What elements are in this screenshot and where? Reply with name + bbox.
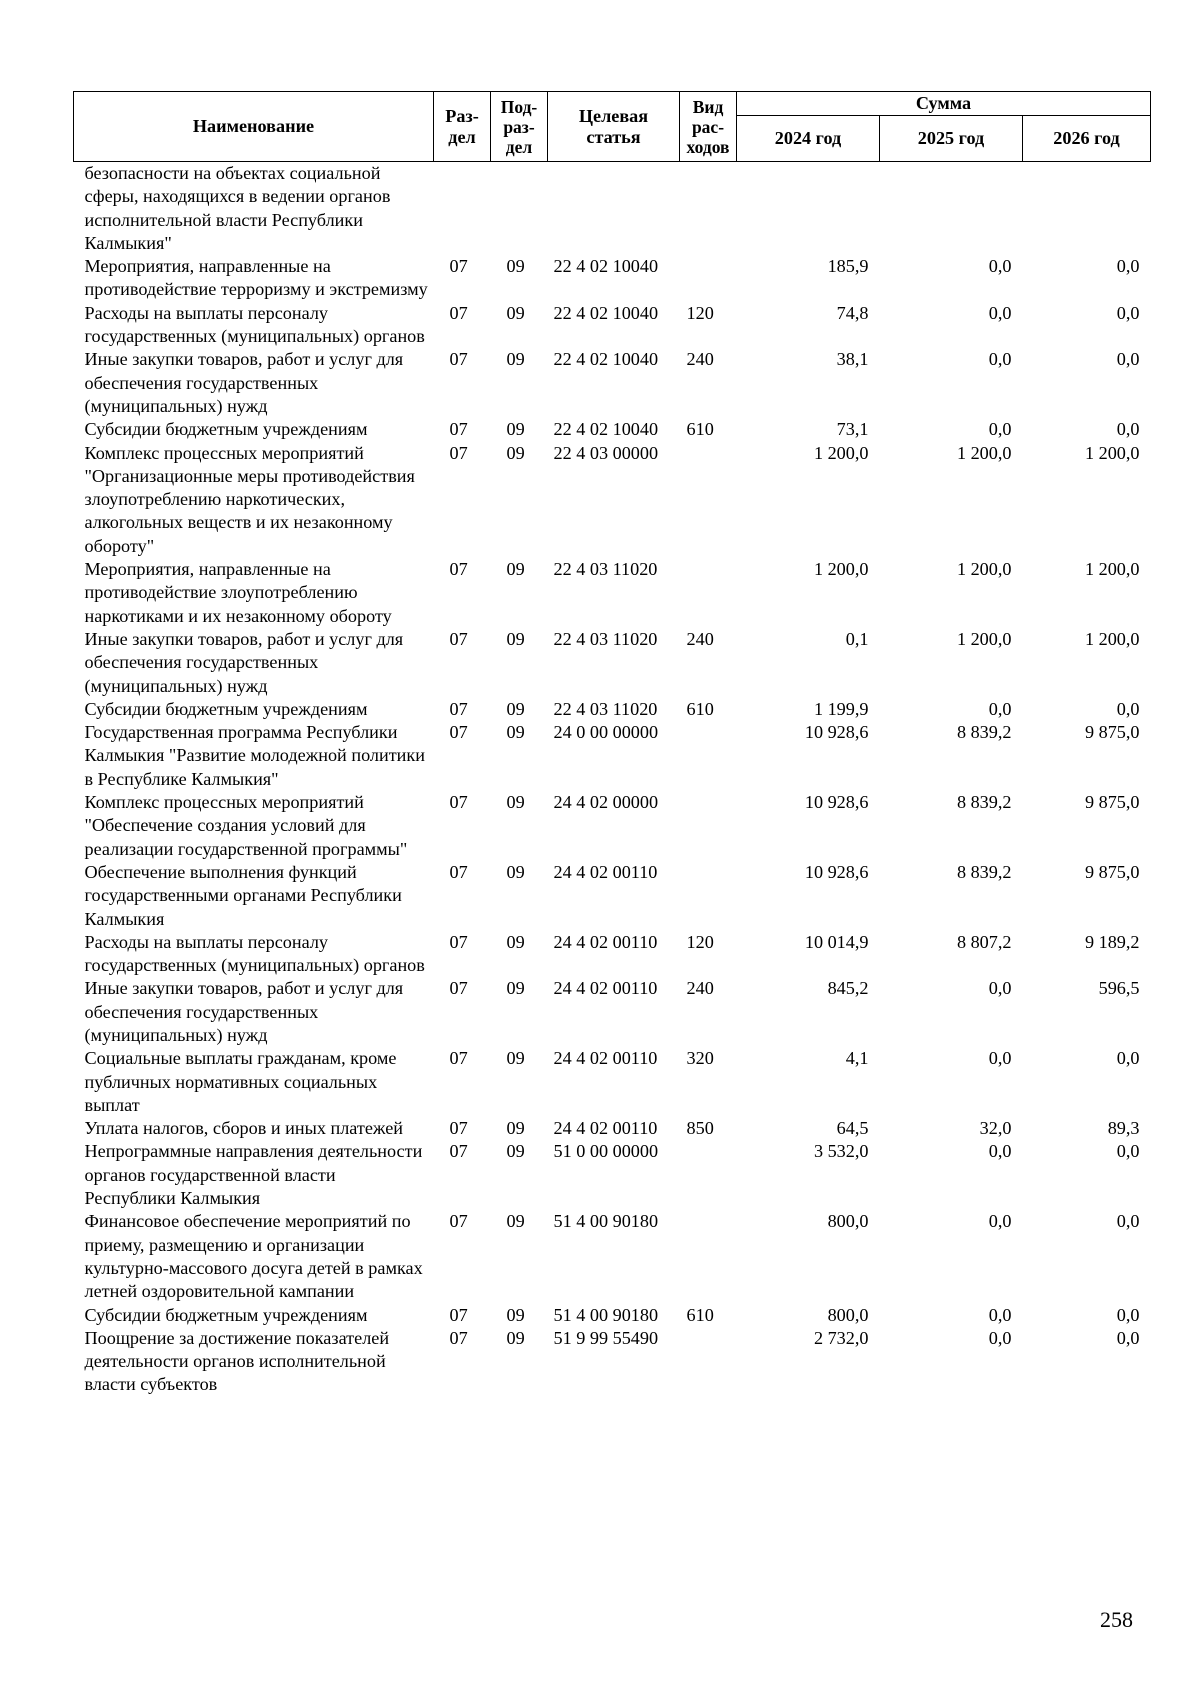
table-row [74,721,1151,791]
cell-2025: 8 839,2 [956,722,1012,743]
cell-2025: 0,0 [988,698,1012,719]
cell-razdel: 07 [449,1211,468,1232]
cell-celevaya-statya: 22 4 03 00000 [553,442,659,463]
table-row [74,162,1151,256]
cell-name: Комплекс процессных мероприятий "Обеспечение создания условий для реализации государственной программы" [84,792,408,859]
table-row [74,1327,1151,1397]
cell-vid-rashodov [680,558,737,628]
table-row [74,628,1151,698]
cell-vid-rashodov: 850 [686,1118,714,1139]
table-row [74,977,1151,1047]
cell-podrazdel: 09 [506,349,525,370]
cell-2024: 0,1 [845,628,869,649]
cell-name: Обеспечение выполнения функций государственными органами Республики Калмыкия [84,861,402,929]
cell-2026: 1 200,0 [1084,442,1140,463]
cell-2025: 8 807,2 [956,931,1012,952]
cell-2026: 0,0 [1116,349,1140,370]
cell-podrazdel: 09 [506,442,525,463]
cell-2024: 73,1 [836,419,869,440]
cell-podrazdel: 09 [506,559,525,580]
cell-razdel: 07 [449,1304,468,1325]
cell-vid-rashodov [680,255,737,302]
table-row [74,348,1151,418]
cell-razdel: 07 [449,1118,468,1139]
cell-razdel: 07 [449,256,468,277]
cell-2024: 74,8 [836,302,869,323]
cell-razdel: 07 [449,628,468,649]
cell-2025: 0,0 [988,1141,1012,1162]
cell-razdel: 07 [449,1327,468,1348]
cell-2026 [1023,162,1151,256]
cell-name: Иные закупки товаров, работ и услуг для обеспечения государственных (муниципальных) нужд [84,628,404,696]
cell-podrazdel [491,162,548,256]
cell-name: Субсидии бюджетным учреждениям [84,419,368,440]
cell-vid-rashodov [680,1327,737,1397]
header-podrazdel: Под- раз- дел [491,92,548,162]
cell-2024: 64,5 [836,1118,869,1139]
cell-celevaya-statya: 24 4 02 00110 [553,1118,658,1139]
cell-2024: 10 928,6 [804,792,869,813]
header-vid-rashodov: Вид рас- ходов [680,92,737,162]
cell-name: Мероприятия, направленные на противодействие злоупотреблению наркотиками и их незаконному обороту [84,559,392,626]
table-row [74,1140,1151,1210]
cell-celevaya-statya: 51 0 00 00000 [553,1141,659,1162]
cell-vid-rashodov: 120 [686,302,714,323]
cell-2026: 89,3 [1107,1118,1140,1139]
cell-name: Расходы на выплаты персоналу государственных (муниципальных) органов [84,302,425,347]
cell-name: Субсидии бюджетным учреждениям [84,698,368,719]
cell-celevaya-statya: 51 4 00 90180 [553,1304,659,1325]
cell-podrazdel: 09 [506,861,525,882]
cell-2026: 0,0 [1116,1327,1140,1348]
cell-2025: 8 839,2 [956,792,1012,813]
document-page [73,91,1150,1397]
cell-podrazdel: 09 [506,1327,525,1348]
cell-celevaya-statya: 24 0 00 00000 [553,722,659,743]
cell-celevaya-statya: 24 4 02 00110 [553,931,658,952]
cell-2025: 0,0 [988,1211,1012,1232]
cell-2024: 10 928,6 [804,861,869,882]
cell-vid-rashodov: 240 [686,349,714,370]
cell-celevaya-statya: 22 4 02 10040 [553,256,659,277]
table-row [74,698,1151,721]
cell-2026: 0,0 [1116,302,1140,323]
table-row [74,255,1151,302]
cell-razdel: 07 [449,722,468,743]
cell-name: Финансовое обеспечение мероприятий по приему, размещению и организации культурно-массового досуга детей в рамках летней оздоровительной кампании [84,1211,423,1302]
cell-podrazdel: 09 [506,302,525,323]
cell-celevaya-statya: 24 4 02 00110 [553,1048,658,1069]
table-row [74,861,1151,931]
cell-celevaya-statya: 22 4 02 10040 [553,419,659,440]
cell-vid-rashodov: 320 [686,1048,714,1069]
cell-2024 [737,162,880,256]
cell-2025: 0,0 [988,349,1012,370]
table-row [74,791,1151,861]
cell-name: Государственная программа Республики Калмыкия "Развитие молодежной политики в Республике Калмыкия" [84,722,425,789]
cell-2024: 2 732,0 [813,1327,869,1348]
cell-vid-rashodov [680,721,737,791]
table-row [74,558,1151,628]
header-celevaya-statya: Целевая статья [548,92,680,162]
cell-name: безопасности на объектах социальной сферы, находящихся в ведении органов исполнительной власти Республики Калмыкия" [84,163,391,253]
cell-2026: 9 189,2 [1084,931,1140,952]
cell-2026: 9 875,0 [1084,722,1140,743]
cell-2025: 0,0 [988,302,1012,323]
cell-podrazdel: 09 [506,1211,525,1232]
cell-2024: 3 532,0 [813,1141,869,1162]
header-summa: Сумма [737,92,1151,116]
cell-razdel: 07 [449,1141,468,1162]
cell-celevaya-statya: 22 4 03 11020 [553,628,658,649]
cell-podrazdel: 09 [506,1304,525,1325]
cell-podrazdel: 09 [506,1118,525,1139]
cell-celevaya-statya: 22 4 02 10040 [553,302,659,323]
cell-name: Субсидии бюджетным учреждениям [84,1304,368,1325]
cell-vid-rashodov [680,861,737,931]
cell-name: Иные закупки товаров, работ и услуг для обеспечения государственных (муниципальных) нужд [84,978,404,1045]
cell-name: Расходы на выплаты персоналу государственных (муниципальных) органов [84,931,425,976]
cell-2025: 0,0 [988,1327,1012,1348]
cell-2025: 1 200,0 [956,559,1012,580]
cell-celevaya-statya: 22 4 03 11020 [553,559,658,580]
header-year-2026: 2026 год [1023,116,1151,162]
cell-vid-rashodov: 120 [686,931,714,952]
cell-podrazdel: 09 [506,1048,525,1069]
cell-podrazdel: 09 [506,978,525,999]
cell-podrazdel: 09 [506,792,525,813]
cell-2026: 1 200,0 [1084,559,1140,580]
cell-2025: 0,0 [988,1048,1012,1069]
cell-2024: 185,9 [827,256,869,277]
table-body [74,162,1151,1397]
cell-razdel: 07 [449,419,468,440]
cell-celevaya-statya: 51 9 99 55490 [553,1327,659,1348]
table-row [74,302,1151,349]
table-row [74,442,1151,558]
cell-vid-rashodov: 610 [686,698,714,719]
cell-name: Поощрение за достижение показателей деятельности органов исполнительной власти субъектов [84,1327,390,1395]
cell-2026: 0,0 [1116,256,1140,277]
cell-podrazdel: 09 [506,698,525,719]
cell-2025: 1 200,0 [956,628,1012,649]
cell-2026: 0,0 [1116,419,1140,440]
cell-2026: 9 875,0 [1084,861,1140,882]
cell-razdel: 07 [449,349,468,370]
cell-podrazdel: 09 [506,931,525,952]
cell-vid-rashodov [680,442,737,558]
cell-2025: 0,0 [988,1304,1012,1325]
cell-celevaya-statya: 22 4 03 11020 [553,698,658,719]
cell-2026: 0,0 [1116,698,1140,719]
cell-vid-rashodov [680,1210,737,1303]
cell-celevaya-statya: 51 4 00 90180 [553,1211,659,1232]
cell-vid-rashodov: 610 [686,419,714,440]
cell-2025: 0,0 [988,978,1012,999]
cell-podrazdel: 09 [506,1141,525,1162]
cell-vid-rashodov [680,791,737,861]
cell-2025: 8 839,2 [956,861,1012,882]
cell-celevaya-statya: 22 4 02 10040 [553,349,659,370]
cell-2024: 1 199,9 [813,698,869,719]
cell-vid-rashodov: 240 [686,978,714,999]
table-row [74,1047,1151,1117]
cell-2024: 800,0 [827,1304,869,1325]
cell-name: Мероприятия, направленные на противодействие терроризму и экстремизму [84,256,428,300]
cell-razdel: 07 [449,302,468,323]
table-header [74,92,1151,162]
cell-2024: 4,1 [845,1048,869,1069]
cell-2025 [880,162,1023,256]
cell-2026: 1 200,0 [1084,628,1140,649]
cell-name: Иные закупки товаров, работ и услуг для обеспечения государственных (муниципальных) нужд [84,349,404,416]
budget-table [73,91,1151,1397]
cell-2025: 0,0 [988,419,1012,440]
cell-2026: 0,0 [1116,1304,1140,1325]
cell-razdel: 07 [449,931,468,952]
cell-razdel: 07 [449,978,468,999]
cell-name: Социальные выплаты гражданам, кроме публичных нормативных социальных выплат [84,1048,397,1115]
table-row [74,931,1151,978]
cell-vid-rashodov: 240 [686,628,714,649]
cell-2024: 10 014,9 [804,931,869,952]
cell-2024: 800,0 [827,1211,869,1232]
cell-razdel: 07 [449,861,468,882]
cell-razdel: 07 [449,698,468,719]
cell-2024: 38,1 [836,349,869,370]
cell-celevaya-statya [548,162,680,256]
cell-razdel: 07 [449,559,468,580]
page-number: 258 [1100,1607,1133,1632]
cell-vid-rashodov [680,1140,737,1210]
cell-podrazdel: 09 [506,256,525,277]
cell-2024: 1 200,0 [813,442,869,463]
cell-2026: 9 875,0 [1084,792,1140,813]
cell-2025: 0,0 [988,256,1012,277]
header-name: Наименование [74,92,434,162]
cell-2026: 596,5 [1098,978,1140,999]
table-row [74,1117,1151,1140]
cell-2026: 0,0 [1116,1141,1140,1162]
cell-2025: 32,0 [979,1118,1012,1139]
table-row [74,1210,1151,1303]
cell-podrazdel: 09 [506,419,525,440]
cell-razdel [434,162,491,256]
cell-2025: 1 200,0 [956,442,1012,463]
header-year-2024: 2024 год [737,116,880,162]
cell-celevaya-statya: 24 4 02 00110 [553,861,658,882]
cell-podrazdel: 09 [506,722,525,743]
table-row [74,418,1151,441]
table-row [74,1304,1151,1327]
header-razdel: Раз- дел [434,92,491,162]
cell-name: Комплекс процессных мероприятий "Организационные меры противодействия злоупотреблению наркотических, алкогольных веществ и их незаконному обороту" [84,442,415,556]
cell-vid-rashodov: 610 [686,1304,714,1325]
cell-2026: 0,0 [1116,1048,1140,1069]
cell-2024: 845,2 [827,978,869,999]
cell-celevaya-statya: 24 4 02 00000 [553,792,659,813]
cell-2024: 10 928,6 [804,722,869,743]
cell-razdel: 07 [449,1048,468,1069]
cell-2024: 1 200,0 [813,559,869,580]
cell-podrazdel: 09 [506,628,525,649]
cell-celevaya-statya: 24 4 02 00110 [553,978,658,999]
cell-vid-rashodov [680,162,737,256]
cell-2026: 0,0 [1116,1211,1140,1232]
header-year-2025: 2025 год [880,116,1023,162]
cell-razdel: 07 [449,442,468,463]
cell-name: Уплата налогов, сборов и иных платежей [84,1118,404,1139]
cell-name: Непрограммные направления деятельности органов государственной власти Республики Калмыкия [84,1141,423,1209]
cell-razdel: 07 [449,792,468,813]
